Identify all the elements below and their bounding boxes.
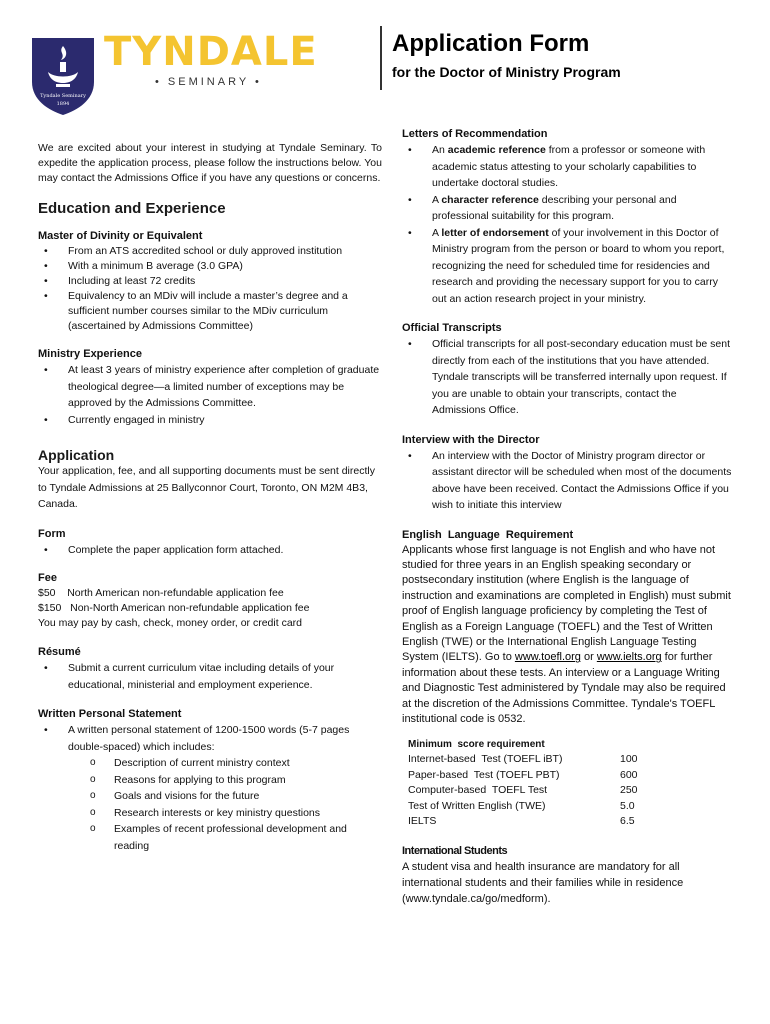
fee-heading: Fee	[38, 572, 57, 584]
list-item: • A letter of endorsement of your involvement in this Doctor of Ministry program from the person or board to whom you report, recognizing the need for scheduled time for residencies and research and providing the necessary support for you to carry out an action research project in your ministry.	[402, 225, 732, 308]
list-item: • At least 3 years of ministry experience after completion of graduate theological degree—a limited number of exceptions may be approved by the Admissions Committee.	[38, 362, 382, 412]
list-item: o Description of current ministry context	[38, 755, 348, 772]
table-row: Paper-based Test (TOEFL PBT) 600	[408, 768, 638, 781]
list-item: • An interview with the Doctor of Ministry program director or assistant director will be scheduled when most of the documents above have been received. Contact the Admissions Office if you wish to initiate this interview	[402, 448, 732, 514]
form-heading: Form	[38, 527, 66, 540]
table-row: Computer-based TOEFL Test 250	[408, 784, 638, 797]
list-item: • Currently engaged in ministry	[38, 412, 382, 429]
interview-heading: Interview with the Director	[402, 433, 540, 446]
interview-list	[402, 448, 732, 514]
brand-subtitle: • SEMINARY •	[155, 76, 262, 88]
ministry-list	[38, 362, 382, 428]
international-text: A student visa and health insurance are mandatory for all international students and their families while in residence (www.tyndale.ca/go/medform).	[402, 860, 684, 905]
international-heading: International Students	[402, 844, 508, 857]
list-item: • From an ATS accredited school or duly approved institution	[38, 244, 382, 259]
table-row: Test of Written English (TWE) 5.0	[408, 799, 635, 812]
shield-year: 1894	[56, 101, 70, 107]
left-column	[38, 141, 382, 854]
list-item: • A written personal statement of 1200-1500 words (5-7 pages double-spaced) which includes:	[38, 722, 382, 755]
brand-name: TYNDALE	[104, 29, 318, 75]
table-row: IELTS 6.5	[408, 815, 635, 828]
english-heading: English Language Requirement	[402, 528, 574, 541]
fee-line: $150 Non-North American non-refundable application fee	[38, 602, 310, 614]
application-text: Your application, fee, and all supporting documents must be sent directly to Tyndale Admissions at 25 Ballyconnor Court, Toronto, ON M2M 4B3, Canada.	[38, 465, 375, 510]
list-item: • Official transcripts for all post-secondary education must be sent directly from each of the institutions that you have attended. Tyndale transcripts will be transferred internally upon request. If you are unable to obtain your transcripts, contact the Admissions Office.	[402, 336, 732, 419]
fee-line: $50 North American non-refundable application fee	[38, 587, 284, 599]
fee-line: You may pay by cash, check, money order, or credit card	[38, 617, 302, 629]
list-item: • Including at least 72 credits	[38, 274, 382, 289]
transcripts-list	[402, 336, 732, 419]
statement-list	[38, 722, 382, 755]
header-divider	[380, 26, 382, 90]
mdiv-heading: Master of Divinity or Equivalent	[38, 230, 203, 242]
list-item: o Reasons for applying to this program	[38, 772, 348, 789]
shield-text: Tyndale Seminary	[40, 93, 86, 99]
english-text: Applicants whose first language is not English and who have not studied for three years in an English speaking secondary or postsecondary institution (where English is the language of instruction and examinations are completed in English) must submit proof of English language proficiency by completing the Test of English as a Foreign Language (TOEFL) and the Test of Written English (TWE) or the International English Language Testing System (IELTS). Go to www.toefl.org or www.ielts.org for further information about these tests. An interview or a Language Writing and Diagnostic Test administered by Tyndale may also be required at the discretion of the Admissions Committee. Tyndale's TOEFL institutional code is 0532.	[402, 543, 731, 725]
education-heading: Education and Experience	[38, 200, 226, 217]
toefl-link[interactable]: www.toefl.org	[514, 651, 581, 664]
right-column	[402, 127, 732, 907]
application-heading: Application	[38, 447, 115, 463]
table-row: Internet-based Test (TOEFL iBT) 100	[408, 753, 638, 766]
page-title: Application Form	[392, 30, 590, 57]
list-item: o Research interests or key ministry questions	[38, 805, 348, 822]
page-subtitle: for the Doctor of Ministry Program	[392, 64, 621, 80]
list-item: • Submit a current curriculum vitae including details of your educational, ministerial and employment experience.	[38, 660, 382, 693]
mdiv-list	[38, 244, 382, 334]
seminary-shield-logo	[30, 36, 96, 116]
transcripts-heading: Official Transcripts	[402, 322, 502, 334]
letters-list	[402, 142, 732, 307]
resume-heading: Résumé	[38, 646, 81, 658]
ministry-heading: Ministry Experience	[38, 348, 142, 360]
score-heading: Minimum score requirement	[408, 739, 545, 751]
list-item: • A character reference describing your personal and professional suitability for this program.	[402, 192, 732, 225]
score-table	[408, 752, 638, 830]
list-item: o Goals and visions for the future	[38, 788, 348, 805]
form-list	[38, 542, 382, 559]
letters-heading: Letters of Recommendation	[402, 128, 548, 140]
resume-list	[38, 660, 382, 693]
list-item: • Complete the paper application form attached.	[38, 542, 382, 559]
statement-heading: Written Personal Statement	[38, 708, 182, 720]
list-item: • An academic reference from a professor or someone with academic status attesting to your scholarly capabilities to undertake doctoral studies.	[402, 142, 732, 192]
list-item: • With a minimum B average (3.0 GPA)	[38, 259, 382, 274]
list-item: • Equivalency to an MDiv will include a master’s degree and a sufficient number courses similar to the MDiv curriculum (ascertained by Admissions Committee)	[38, 289, 382, 334]
statement-sublist	[38, 755, 348, 854]
list-item: o Examples of recent professional development and reading	[38, 821, 348, 854]
ielts-link[interactable]: www.ielts.org	[596, 651, 662, 664]
intro-paragraph: We are excited about your interest in studying at Tyndale Seminary. To expedite the application process, please follow the instructions below. You may contact the Admissions Office if you have any questions or concerns.	[38, 142, 382, 184]
